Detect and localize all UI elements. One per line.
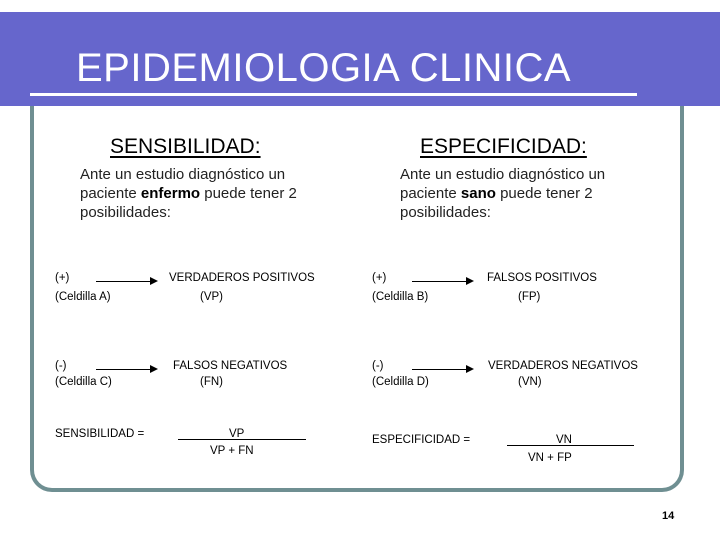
page-number: 14 <box>662 510 675 522</box>
esp-arrow-positive <box>412 281 472 282</box>
esp-negative-sign: (-) <box>372 360 384 372</box>
sens-negative-sign: (-) <box>55 360 67 372</box>
esp-cell-b: (Celdilla B) <box>372 291 429 303</box>
title-bar <box>0 12 720 106</box>
sens-fn-abbr: (FN) <box>200 376 223 388</box>
especificidad-numerator: VN <box>556 434 572 446</box>
esp-positive-sign: (+) <box>372 272 387 284</box>
sensibilidad-heading: SENSIBILIDAD: <box>110 135 261 158</box>
esp-false-positives: FALSOS POSITIVOS <box>487 272 597 284</box>
especificidad-description: Ante un estudio diagnóstico un paciente sano puede tener 2 posibilidades: <box>400 166 606 221</box>
sens-false-negatives: FALSOS NEGATIVOS <box>173 360 288 372</box>
especificidad-formula-label: ESPECIFICIDAD = <box>372 434 471 446</box>
sens-arrow-positive <box>96 281 156 282</box>
esp-cell-d: (Celdilla D) <box>372 376 429 388</box>
esp-arrow-negative <box>412 369 472 370</box>
sensibilidad-numerator: VP <box>229 428 245 440</box>
esp-true-negatives: VERDADEROS NEGATIVOS <box>488 360 638 372</box>
esp-fp-abbr: (FP) <box>518 291 541 303</box>
sensibilidad-denominator: VP + FN <box>210 445 254 457</box>
sens-cell-a: (Celdilla A) <box>55 291 111 303</box>
sens-positive-sign: (+) <box>55 272 70 284</box>
sens-arrow-negative <box>96 369 156 370</box>
slide-title: EPIDEMIOLOGIA CLINICA <box>76 46 572 90</box>
sens-vp-abbr: (VP) <box>200 291 223 303</box>
sensibilidad-fraction-bar <box>178 439 306 440</box>
especificidad-denominator: VN + FP <box>528 452 572 464</box>
title-underline <box>30 93 637 96</box>
especificidad-heading: ESPECIFICIDAD: <box>420 135 587 158</box>
sensibilidad-formula-label: SENSIBILIDAD = <box>55 428 145 440</box>
especificidad-fraction-bar <box>507 445 634 446</box>
sens-true-positives: VERDADEROS POSITIVOS <box>169 272 315 284</box>
sens-cell-c: (Celdilla C) <box>55 376 112 388</box>
sensibilidad-description: Ante un estudio diagnóstico un paciente enfermo puede tener 2 posibilidades: <box>80 166 297 221</box>
esp-vn-abbr: (VN) <box>518 376 542 388</box>
